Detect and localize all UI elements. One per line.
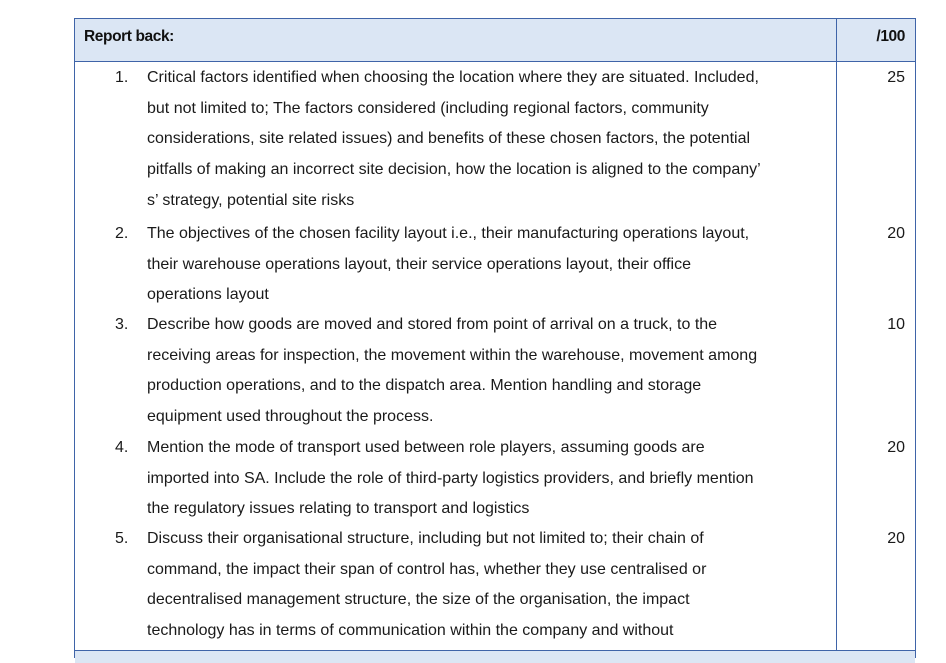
item-number: 2. [115,225,129,242]
item-score: 20 [887,530,905,547]
item-score: 10 [887,316,905,333]
item-score: 20 [887,225,905,242]
total-marks-label: /100 [876,28,905,45]
item-score: 25 [887,69,905,86]
item-text: Mention the mode of transport used between role players, assuming goods are imported into SA. Include the role of third-party logistics providers, and briefly mention the regulatory issues relating to transport and logistics [147,439,754,518]
item-number: 3. [115,316,129,333]
item-text: Critical factors identified when choosing the location where they are situated. Included, but not limited to; The factors considered (including regional factors, community considerations, site related issues) and benefits of these chosen factors, the potential pitfalls of making an incorrect site decision, how the location is aligned to the company’ s’ strategy, potential site risks [147,69,761,209]
item-number: 5. [115,530,129,547]
item-number: 1. [115,69,129,86]
item-text: Discuss their organisational structure, including but not limited to; their chain of command, the impact their span of control has, whether they use centralised or decentralised management structure, the size of the organisation, the impact technology has in terms of communication within the company and without [147,530,707,640]
item-text: The objectives of the chosen facility layout i.e., their manufacturing operations layout, their warehouse operations layout, their service operations layout, their office operations layout [147,225,750,304]
item-text: Describe how goods are moved and stored from point of arrival on a truck, to the receiving areas for inspection, the movement within the warehouse, movement among production operations, and to the dispatch area. Mention handling and storage equipment used throughout the process. [147,316,758,426]
table-title: Report back: [84,28,174,45]
item-number: 4. [115,439,129,456]
column-divider [836,19,837,659]
item-score: 20 [887,439,905,456]
table-header-row [75,19,915,62]
report-back-table [74,18,916,658]
